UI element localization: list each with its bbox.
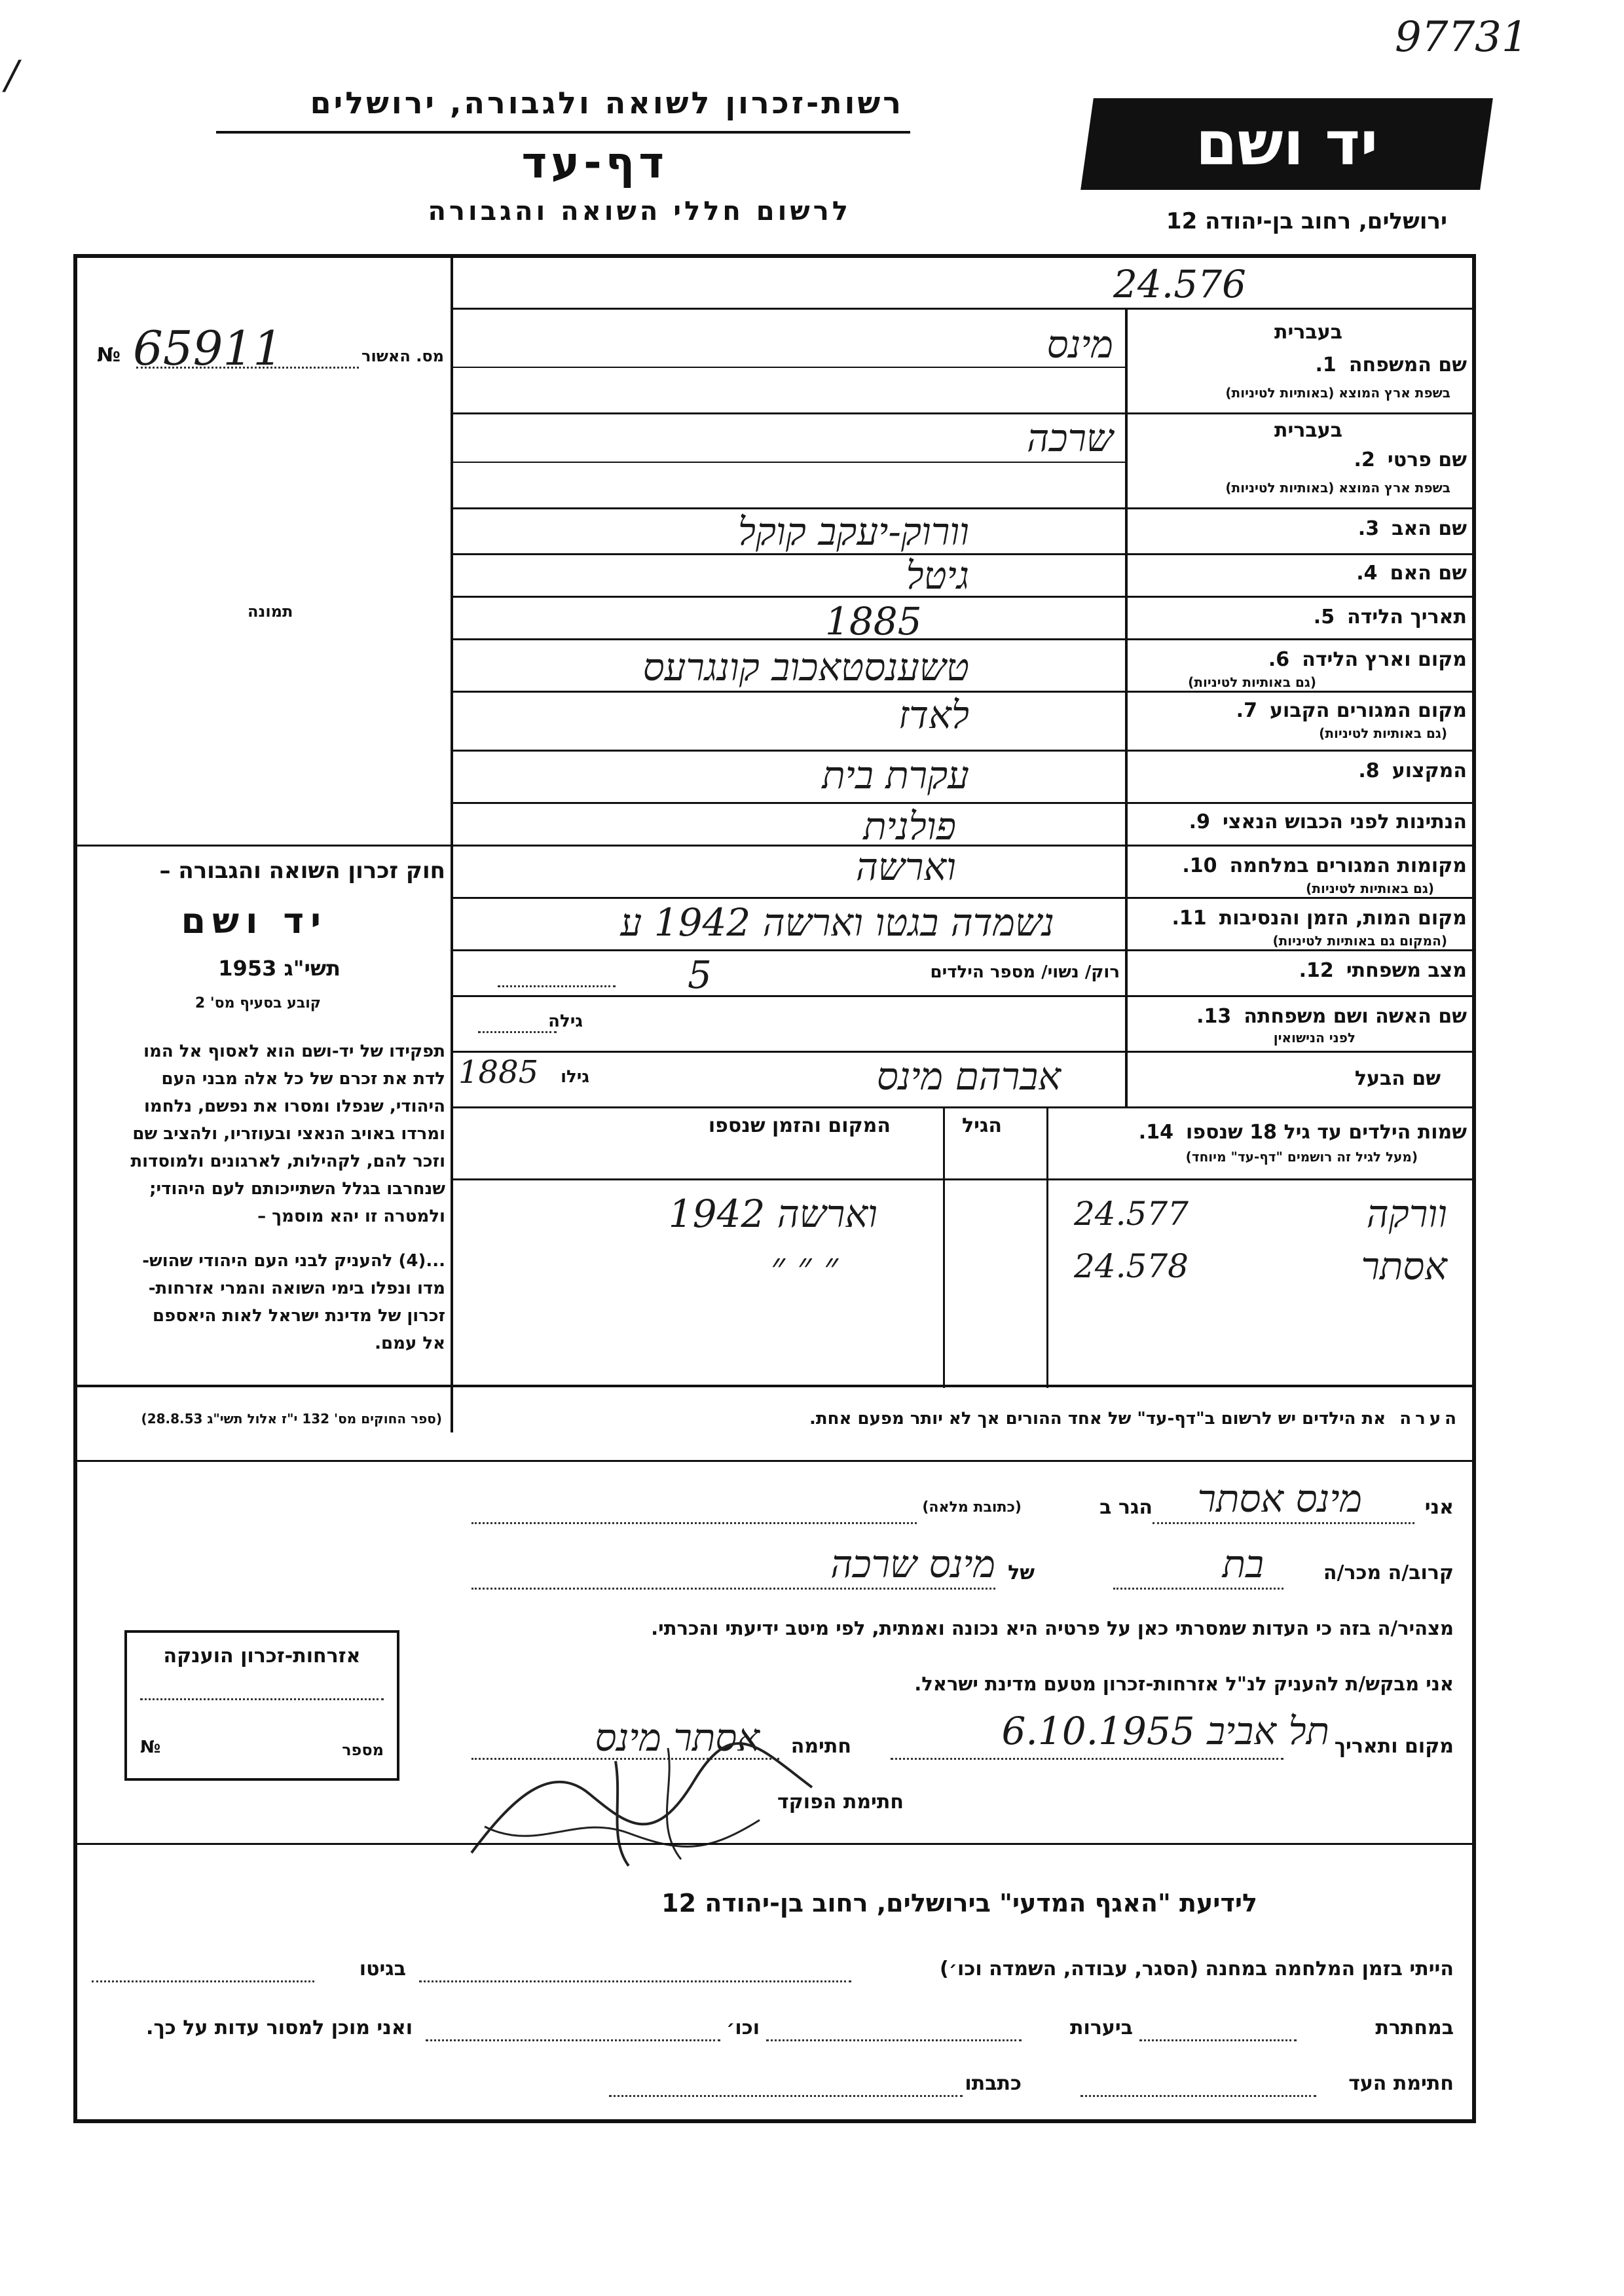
field-birth-place xyxy=(1268,648,1467,671)
child-name[interactable]: אסתר xyxy=(1361,1244,1447,1288)
bottom-ghetto-label: בגיטו xyxy=(359,1958,406,1980)
note-line xyxy=(77,1460,1476,1462)
citizenship-stamp-box xyxy=(124,1630,399,1781)
value-war-residence[interactable]: וארשה xyxy=(855,845,956,889)
field-number: 4. xyxy=(1356,562,1378,585)
children-col-divider xyxy=(1046,1106,1048,1388)
witness-name[interactable]: מינס אסתר xyxy=(1197,1476,1362,1521)
field-number: 2. xyxy=(1354,448,1375,471)
hebrew-tag-2: בעברית xyxy=(1274,419,1342,442)
law-line: וזכר להם, לקהילות, לארגונים ולמוסדות xyxy=(130,1152,445,1171)
children-age-header: הגיל xyxy=(962,1114,1002,1137)
children-place-header: המקום והזמן שנספו xyxy=(708,1114,891,1137)
dotted-line xyxy=(498,985,616,987)
bottom-testimony-label: ואני מוכן למסור עדות על כך. xyxy=(146,2016,413,2039)
value-nationality[interactable]: פולנית xyxy=(863,804,956,848)
field-label: מקום המגורים הקבוע xyxy=(1270,699,1467,722)
field-sub: בשפת ארץ המוצא (באותיות לטיניות) xyxy=(1225,480,1450,496)
decl-residing-label: הגר ב xyxy=(1099,1496,1153,1519)
field-label: שם פרטי xyxy=(1387,448,1467,471)
value-husband-age[interactable]: 1885 xyxy=(458,1054,539,1091)
decl-request: אני מבקש/ת להעניק לנ"ל אזרחות-זכרון מטעם מדינת ישראל. xyxy=(914,1673,1454,1695)
husband-label: שם הבעל xyxy=(1354,1067,1441,1090)
field-wife-name xyxy=(1196,1005,1467,1028)
stamp-number-label: מספר xyxy=(342,1741,384,1759)
dotted-line xyxy=(891,1758,1283,1760)
law-reference: (ספר החוקים מס' 132 י"ז אלול תשי"ג 28.8.53) xyxy=(141,1411,442,1427)
law-ref-line xyxy=(77,1385,1476,1387)
bottom-witness-sig-label: חתימת העד xyxy=(1348,2072,1454,2095)
dotted-line xyxy=(1153,1522,1414,1524)
field-family-name xyxy=(1316,354,1467,376)
photo-label: תמונה xyxy=(248,602,293,621)
field-label: המקצוע xyxy=(1392,759,1467,782)
law-divider xyxy=(77,845,451,847)
row-line xyxy=(451,1106,1476,1108)
field-label: תאריך הלידה xyxy=(1347,606,1467,629)
field-number: 10. xyxy=(1182,854,1217,877)
dotted-line xyxy=(609,2095,963,2097)
value-birth-date[interactable]: 1885 xyxy=(825,599,922,644)
hebrew-tag-1: בעברית xyxy=(1274,321,1342,344)
value-birth-place[interactable]: טשענסטאכוב קונגרעס xyxy=(642,645,969,689)
field-number: 12. xyxy=(1299,959,1334,982)
note-label: הערה xyxy=(1399,1409,1460,1429)
bottom-divider xyxy=(77,1843,1476,1845)
row-line xyxy=(451,845,1476,847)
field-number: 1. xyxy=(1315,354,1337,376)
field-label: מקומות המגורים במלחמה xyxy=(1229,854,1467,877)
law-line: שנחרבו בגלל השתייכותם לעם היהודי; xyxy=(149,1179,445,1199)
children-number: 14. xyxy=(1138,1121,1173,1144)
row-line xyxy=(451,750,1476,752)
husband-age-label: גילו xyxy=(561,1067,589,1087)
approval-line xyxy=(136,367,359,369)
row-line xyxy=(451,995,1476,997)
row-line xyxy=(451,802,1476,804)
decl-place-date-label: מקום ותאריך xyxy=(1334,1735,1454,1758)
bottom-address-label: כתבתו xyxy=(965,2072,1022,2095)
signature-value[interactable]: אסתר מינס xyxy=(595,1715,760,1760)
dotted-line xyxy=(419,1980,851,1982)
field-war-residence xyxy=(1182,854,1467,877)
of-value[interactable]: מינס שרכה xyxy=(830,1542,995,1586)
law-line: אל עמם. xyxy=(375,1334,445,1353)
corner-mark: / xyxy=(5,52,19,98)
left-panel xyxy=(77,308,451,1113)
field-label: שם האב xyxy=(1392,517,1467,540)
value-family-name[interactable]: מינס xyxy=(1046,322,1113,367)
law-line: לדת את זכרם של כל אלה מבני העם xyxy=(161,1069,445,1089)
child-number[interactable]: 24.577 xyxy=(1074,1195,1189,1233)
decl-signature-label: חתימה xyxy=(790,1735,851,1758)
law-line: תפקידו של יד-ושם הוא לאסוף אל המו xyxy=(143,1042,445,1061)
field-nationality xyxy=(1189,811,1467,833)
children-sub: (מעל לגיל זה רושמים "דף-עד" מיוחד) xyxy=(1185,1149,1418,1165)
dotted-line xyxy=(1113,1588,1283,1590)
law-line: ומרדו באויב הנאצי ובעוזריו, ולהציב שם xyxy=(132,1124,445,1144)
field-number: 5. xyxy=(1313,606,1335,629)
value-residence[interactable]: לאדז xyxy=(898,693,969,737)
dotted-line xyxy=(1139,2039,1297,2041)
law-line: מדו ונפלו בימי השואה והמרי אזרחות- xyxy=(148,1279,445,1298)
field-label: שם האם xyxy=(1390,562,1467,585)
marital-options: רוק/ נשוי/ מספר הילדים xyxy=(930,962,1120,982)
field-sub: (המקום גם באותיות לטיניות) xyxy=(1272,933,1447,949)
field-father-name xyxy=(1358,517,1467,540)
bottom-forest-label: ביערות xyxy=(1070,2016,1133,2039)
law-year: תשי"ג 1953 xyxy=(218,956,341,981)
yad-vashem-logo xyxy=(1080,98,1493,190)
relation-value[interactable]: בת xyxy=(1222,1542,1264,1586)
row-line xyxy=(451,949,1476,951)
header-underline xyxy=(216,131,910,134)
field-death-place xyxy=(1172,907,1467,930)
approval-label: מס. האשור xyxy=(361,347,444,365)
field-mother-name xyxy=(1356,562,1467,585)
note-text: את הילדים יש לרשום ב"דף-עד" של אחד ההורים אך לא יותר מפעם אחת. xyxy=(809,1409,1386,1429)
form-title: דף-עד xyxy=(521,137,668,188)
field-number: 7. xyxy=(1236,699,1257,722)
field-number: 11. xyxy=(1172,907,1207,930)
dotted-line xyxy=(471,1522,917,1524)
authority-name: רשות-זכרון לשואה ולגבורה, ירושלים xyxy=(310,85,904,120)
field-label: שם האשה ושם משפחתה xyxy=(1244,1005,1467,1028)
value-first-name[interactable]: שרכה xyxy=(1027,416,1113,460)
top-record-number: 24.576 xyxy=(1113,262,1246,306)
left-panel-divider xyxy=(451,254,453,1432)
decl-relative-label: קרוב/ה מכר/ה xyxy=(1323,1561,1454,1584)
value-death-place[interactable]: נשמדה בגטו וארשה 1942 ע xyxy=(620,900,1054,945)
field-sub: (גם באותיות לטיניות) xyxy=(1306,881,1434,896)
dotted-line xyxy=(1080,2095,1316,2097)
decl-of-label: של xyxy=(1008,1561,1035,1584)
row-line xyxy=(451,897,1476,899)
field-marital-status xyxy=(1299,959,1467,982)
dotted-line xyxy=(478,1031,557,1033)
child-number[interactable]: 24.578 xyxy=(1074,1247,1189,1285)
value-children-count[interactable]: 5 xyxy=(688,953,712,997)
dotted-line xyxy=(92,1980,314,1982)
signature-scribble xyxy=(458,1722,825,1879)
field-label: מקום וארץ הלידה xyxy=(1302,648,1467,671)
wife-age-label: גילה xyxy=(548,1011,583,1031)
field-profession xyxy=(1358,759,1467,782)
field-sub: בשפת ארץ המוצא (באותיות לטיניות) xyxy=(1225,385,1450,401)
value-profession[interactable]: עקרת בית xyxy=(822,753,969,797)
decl-address-note: (כתובת מלאה) xyxy=(922,1499,1022,1516)
bottom-underground-label: במחתרת xyxy=(1375,2016,1454,2039)
dotted-line xyxy=(426,2039,720,2041)
dotted-line xyxy=(766,2039,1022,2041)
law-title: חוק זכרון השואה והגבורה – xyxy=(159,858,445,884)
bottom-etc-label: וכו׳ xyxy=(726,2016,760,2039)
field-sub: לפני הנישואין xyxy=(1273,1030,1356,1046)
place-date-value[interactable]: תל אביב 6.10.1955 xyxy=(1001,1709,1329,1753)
law-name: יד ושם xyxy=(181,900,327,941)
field-number: 9. xyxy=(1189,811,1210,833)
form-subtitle: לרשום חללי השואה והגבורה xyxy=(428,196,851,227)
field-label: שם המשפחה xyxy=(1348,354,1467,376)
decl-statement: מצהיר/ה בזה כי העדות שמסרתי כאן על פרטיה היא נכונה ואמתית, לפי מיטב ידיעתי והכרתי. xyxy=(651,1617,1454,1639)
bottom-title: לידיעת "האגף המדעי" בירושלים, רחוב בן-יהודה 12 xyxy=(661,1889,1257,1918)
child-place[interactable]: וארשה 1942 xyxy=(668,1192,877,1236)
field-residence xyxy=(1236,699,1467,722)
field-sub: (גם באותיות לטיניות) xyxy=(1319,725,1447,741)
field-sub: (גם באותיות לטיניות) xyxy=(1188,674,1316,690)
value-father-name[interactable]: וורוק-יעקב קוקל xyxy=(737,509,969,554)
approval-symbol: № xyxy=(97,344,121,367)
children-label: שמות הילדים עד גיל 18 שנספו xyxy=(1186,1121,1467,1144)
row-line xyxy=(451,638,1476,640)
row-line xyxy=(451,412,1476,414)
row-line xyxy=(451,367,1125,368)
field-number: 13. xyxy=(1196,1005,1232,1028)
row-line xyxy=(451,1051,1476,1053)
reference-number: 97731 xyxy=(1395,13,1528,62)
law-line: ולמטרה זו יהא מוסמך – xyxy=(257,1207,445,1226)
label-column-divider xyxy=(1125,308,1128,1106)
value-husband-name[interactable]: אברהם מינס xyxy=(876,1054,1061,1099)
stamp-symbol: № xyxy=(140,1738,161,1757)
law-text-1 xyxy=(79,1038,445,1230)
law-line: זכרון של מדינת ישראל לאות היאספם xyxy=(153,1306,445,1326)
field-number: 3. xyxy=(1357,517,1380,540)
law-line: היהודי, שנפלו ומסרו את נפשם, נלחמו xyxy=(143,1097,445,1116)
row-line xyxy=(451,462,1125,463)
law-line: ...(4) להעניק לבני העם היהודי שהוש- xyxy=(142,1251,445,1271)
field-label: מצב משפחתי xyxy=(1346,959,1467,982)
field-number: 8. xyxy=(1358,759,1380,782)
bottom-camp-label: הייתי בזמן המלחמה במחנה (הסגר, עבודה, השמדה וכו׳) xyxy=(940,1958,1454,1980)
child-place[interactable]: ״ ״ ״ xyxy=(771,1244,838,1288)
children-col-divider xyxy=(943,1106,945,1388)
field-label: מקום המות, הזמן והנסיבות xyxy=(1219,907,1467,930)
law-text-2 xyxy=(79,1247,445,1357)
header-address: ירושלים, רחוב בן-יהודה 12 xyxy=(1166,208,1447,234)
decl-inspector-label: חתימת הפוקד xyxy=(777,1791,904,1813)
value-mother-name[interactable]: גיטל xyxy=(906,553,969,598)
law-section: קובע בסעיף מס' 2 xyxy=(194,995,321,1011)
form-note xyxy=(809,1409,1460,1429)
dotted-line xyxy=(471,1588,995,1590)
decl-i-label: אני xyxy=(1424,1496,1454,1519)
child-name[interactable]: וורקה xyxy=(1366,1192,1447,1236)
approval-number: 65911 xyxy=(133,321,284,376)
field-first-name xyxy=(1354,448,1467,471)
field-birth-date xyxy=(1314,606,1467,629)
field-number: 6. xyxy=(1268,648,1290,671)
logo-text: יד ושם xyxy=(1195,109,1378,179)
stamp-title: אזרחות-זכרון הוענקה xyxy=(163,1645,361,1667)
field-label: הנתינות לפני הכבוש הנאצי xyxy=(1223,811,1467,833)
stamp-line xyxy=(140,1698,384,1700)
children-header-line xyxy=(451,1178,1476,1180)
children-header xyxy=(1139,1121,1467,1144)
row-line xyxy=(451,308,1476,310)
